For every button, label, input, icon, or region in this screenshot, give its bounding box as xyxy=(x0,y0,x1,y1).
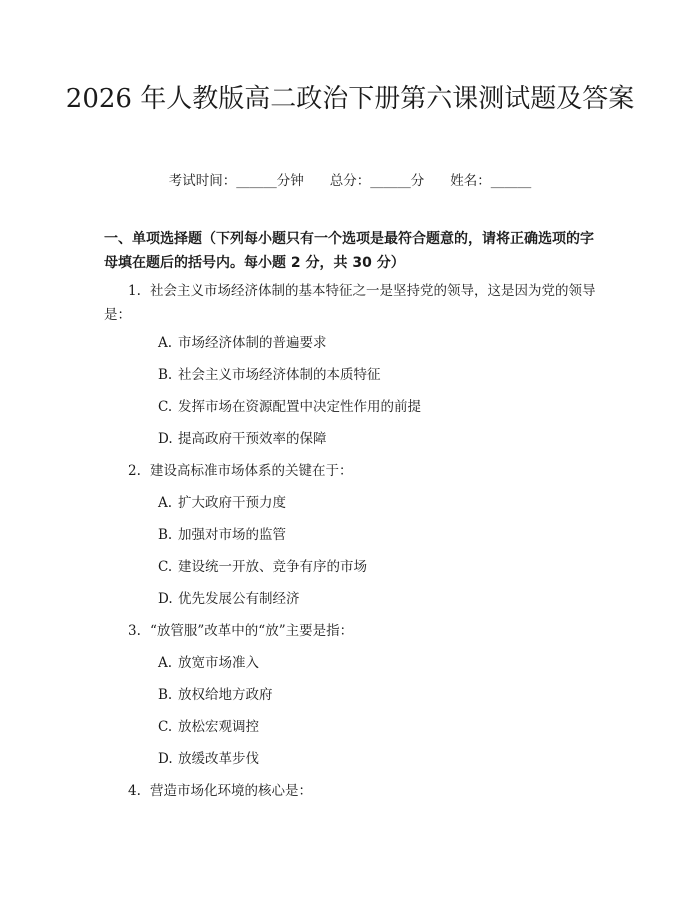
question-4 xyxy=(104,779,600,803)
question-stem: 营造市场化环境的核心是： xyxy=(150,783,312,799)
option-letter: D. xyxy=(158,431,173,447)
option-b xyxy=(158,525,598,545)
option-a xyxy=(158,493,598,513)
option-text: 发挥市场在资源配置中决定性作用的前提 xyxy=(178,399,421,415)
option-letter: B. xyxy=(158,527,173,543)
option-d xyxy=(158,749,598,769)
option-c xyxy=(158,557,598,577)
total-score-field: 总分：______分 xyxy=(329,173,425,189)
option-text: 加强对市场的监管 xyxy=(178,527,286,543)
option-text: 放松宏观调控 xyxy=(178,719,259,735)
option-text: 建设统一开放、竞争有序的市场 xyxy=(178,559,367,575)
section-heading: 一、单项选择题（下列每小题只有一个选项是最符合题意的，请将正确选项的字母填在题后的括号内。每小题 2 分，共 30 分） xyxy=(104,231,594,271)
student-name-field: 姓名：______ xyxy=(450,173,532,189)
option-text: 放缓改革步伐 xyxy=(178,751,259,767)
question-1 xyxy=(104,279,600,327)
question-stem: 建设高标准市场体系的关键在于： xyxy=(150,463,353,479)
option-b xyxy=(158,365,598,385)
option-letter: A. xyxy=(158,655,173,671)
page-title: 2026 年人教版高二政治下册第六课测试题及答案 xyxy=(65,84,635,114)
question-stem: “放管服”改革中的“放”主要是指： xyxy=(150,623,354,639)
option-letter: D. xyxy=(158,751,173,767)
option-text: 提高政府干预效率的保障 xyxy=(178,431,327,447)
option-a xyxy=(158,333,598,353)
option-text: 放权给地方政府 xyxy=(178,687,273,703)
question-number: 2. xyxy=(128,463,141,479)
option-letter: C. xyxy=(158,399,173,415)
option-letter: A. xyxy=(158,495,173,511)
option-text: 扩大政府干预力度 xyxy=(178,495,286,511)
question-stem: 社会主义市场经济体制的基本特征之一是坚持党的领导，这是因为党的领导是： xyxy=(104,283,596,323)
option-text: 社会主义市场经济体制的本质特征 xyxy=(178,367,381,383)
option-text: 放宽市场准入 xyxy=(178,655,259,671)
question-number: 1. xyxy=(128,283,141,299)
option-text: 优先发展公有制经济 xyxy=(178,591,300,607)
option-a xyxy=(158,653,598,673)
option-letter: C. xyxy=(158,559,173,575)
option-c xyxy=(158,397,598,417)
option-letter: C. xyxy=(158,719,173,735)
option-text: 市场经济体制的普遍要求 xyxy=(178,335,327,351)
option-letter: B. xyxy=(158,367,173,383)
option-c xyxy=(158,717,598,737)
question-number: 3. xyxy=(128,623,141,639)
option-d xyxy=(158,429,598,449)
option-b xyxy=(158,685,598,705)
exam-time-field: 考试时间：______分钟 xyxy=(168,173,304,189)
option-letter: B. xyxy=(158,687,173,703)
question-number: 4. xyxy=(128,783,141,799)
option-d xyxy=(158,589,598,609)
question-2 xyxy=(104,459,600,483)
option-letter: D. xyxy=(158,591,173,607)
exam-meta xyxy=(0,169,700,189)
question-3 xyxy=(104,619,600,643)
option-letter: A. xyxy=(158,335,173,351)
